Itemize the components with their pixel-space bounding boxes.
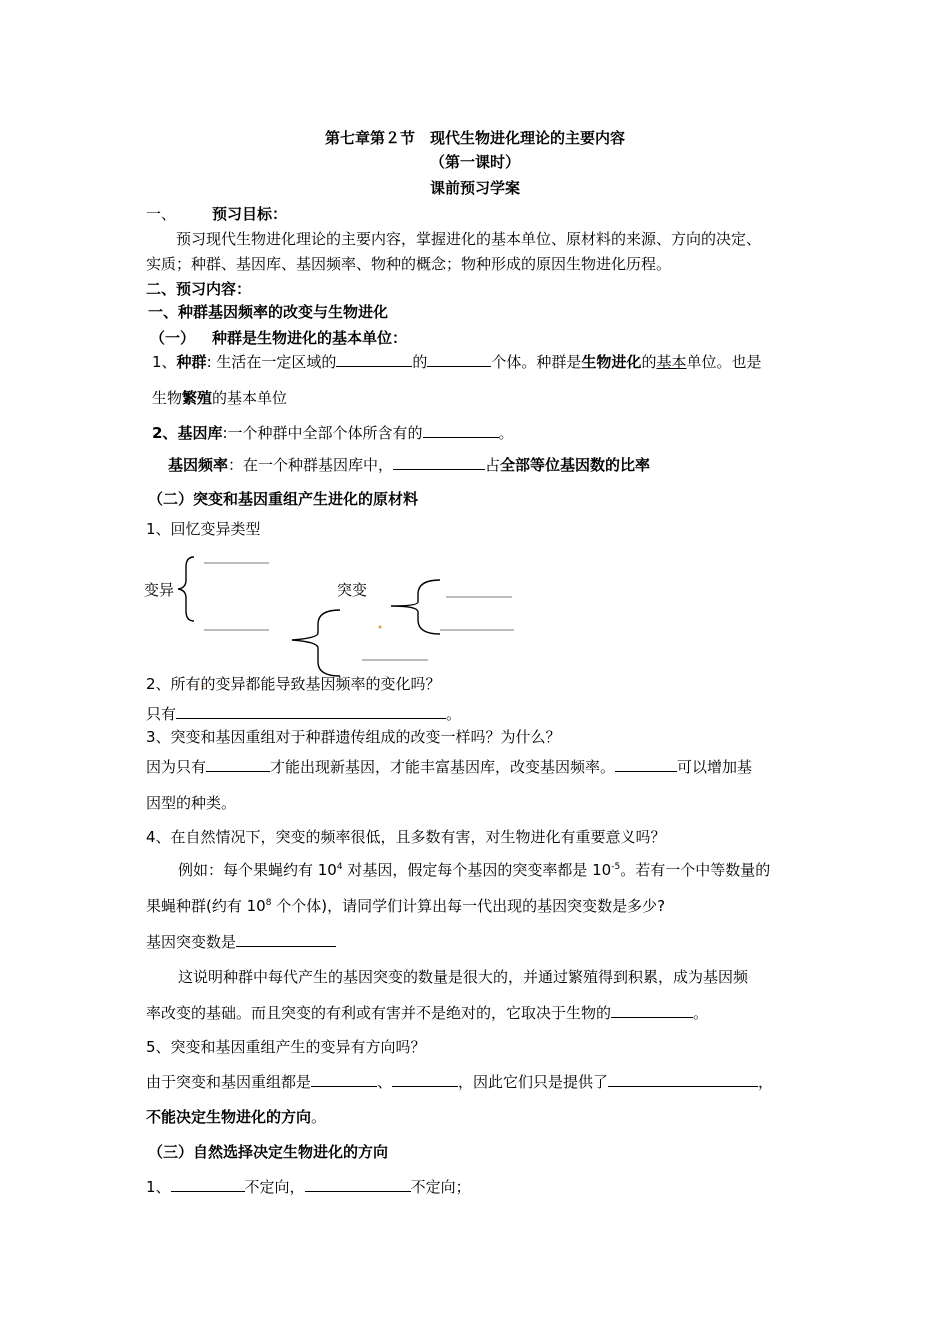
stray-dot-1 — [379, 626, 382, 629]
q2-term: 基因库 — [177, 424, 223, 442]
mutation-count-line — [146, 932, 336, 952]
q1-term: 种群 — [176, 353, 207, 371]
r5-text-e: 不能决定生物进化的方向 — [146, 1108, 312, 1126]
q1-text-a: : 生活在一定区域的 — [206, 353, 337, 371]
r5-text-a: 由于突变和基因重组都是 — [146, 1073, 312, 1091]
q2-text-b: 。 — [498, 424, 514, 442]
question-3: 3、突变和基因重组对于种群遗传组成的改变一样吗？为什么？ — [146, 728, 561, 746]
q1-text-g: 单位。也是 — [686, 353, 762, 371]
blank-mutation-direction[interactable] — [171, 1177, 245, 1192]
blank-mutation-count[interactable] — [236, 932, 336, 947]
r4-text-b: 对基因，假定每个基因的突变率都是 10 — [342, 861, 612, 879]
blank-recombination-direction[interactable] — [305, 1177, 411, 1192]
recall-variation-types: 1、回忆变异类型 — [146, 520, 261, 538]
content-heading: 二、预习内容： — [146, 280, 252, 298]
answer-3-line — [146, 757, 752, 777]
r3-text-b: 才能出现新基因，才能丰富基因库，改变基因频率。 — [270, 758, 616, 776]
r4-text-e: 个个体)，请同学们计算出每一代出现的基因突变数是多少? — [271, 897, 666, 915]
variation-label: 变异 — [144, 581, 175, 599]
sub-3-heading: （三）自然选择决定生物进化的方向 — [148, 1143, 389, 1161]
blank-environment[interactable] — [611, 1003, 693, 1018]
goals-text-1: 预习现代生物进化理论的主要内容，掌握进化的基本单位、原材料的来源、方向的决定、 — [176, 230, 762, 248]
r5-text-d: ， — [758, 1073, 774, 1091]
r3-text-a: 因为只有 — [146, 758, 207, 776]
q2-num: 2、 — [152, 424, 178, 442]
lower-brace — [292, 610, 340, 676]
sub-2-heading: （二）突变和基因重组产生进化的原材料 — [148, 490, 419, 508]
variation-brace — [178, 557, 194, 621]
r2-text-b: 。 — [446, 705, 462, 723]
r3-text-c: 可以增加基 — [677, 758, 753, 776]
q3-text-c: 全部等位基因数的比率 — [500, 456, 651, 474]
sub-1-heading: 种群是生物进化的基本单位： — [212, 329, 408, 347]
s1-text-b: 不定向； — [410, 1178, 471, 1196]
q1-text-f: 基本 — [656, 353, 687, 371]
r4-text-f: 基因突变数是 — [146, 933, 237, 951]
blank-undirected[interactable] — [392, 1072, 458, 1087]
r4-text-d: 果蝇种群(约有 10 — [146, 897, 266, 915]
selection-line-1 — [146, 1177, 471, 1197]
r5-text-b: 、 — [377, 1073, 393, 1091]
q3-term: 基因频率 — [168, 456, 229, 474]
q2-text-a: :一个种群中全部个体所含有的 — [222, 424, 423, 442]
example-line-1 — [178, 860, 770, 880]
q1-text-e: 的 — [641, 353, 657, 371]
question-4: 4、在自然情况下，突变的频率很低，且多数有害，对生物进化有重要意义吗？ — [146, 828, 666, 846]
q1-text-b: 的 — [412, 353, 428, 371]
answer-2-line — [146, 704, 461, 724]
q3-text-b: 占 — [485, 456, 501, 474]
section-1-heading: 一、种群基因频率的改变与生物进化 — [148, 303, 389, 321]
q3-text-a: ：在一个种群基因库中， — [228, 456, 394, 474]
q1-text-c: 个体。种群是 — [491, 353, 582, 371]
mutation-label: 突变 — [337, 581, 368, 599]
question-5: 5、突变和基因重组产生的变异有方向吗？ — [146, 1038, 426, 1056]
r4-text-c: 。若有一个中等数量的 — [620, 861, 771, 879]
r4-text-h: 率改变的基础。而且突变的有利或有害并不是绝对的，它取决于生物的 — [146, 1004, 612, 1022]
blank-gene-mutation[interactable] — [206, 757, 270, 772]
s1-text-a: 不定向， — [244, 1178, 305, 1196]
q1-num: 1、 — [152, 353, 177, 371]
q1-line2-a: 生物 — [152, 389, 183, 407]
r4-text-i: 。 — [693, 1004, 709, 1022]
r2-text-a: 只有 — [146, 705, 177, 723]
answer-3-line2: 因型的种类。 — [146, 794, 237, 812]
r4-sup-1: 4 — [336, 862, 343, 872]
q1-line2-b: 繁殖 — [182, 389, 213, 407]
q1-line2-c: 的基本单位 — [212, 389, 288, 407]
s1-num: 1、 — [146, 1178, 171, 1196]
explanation-line-1: 这说明种群中每代产生的基因突变的数量是很大的，并通过繁殖得到积累，成为基因频 — [178, 968, 749, 986]
r5-text-c: ，因此它们只是提供了 — [458, 1073, 609, 1091]
r4-text-a: 例如：每个果蝇约有 10 — [178, 861, 337, 879]
r4-sup-2: -5 — [611, 862, 621, 872]
doc-subtitle: （第一课时） — [429, 153, 520, 171]
doc-section-title: 课前预习学案 — [429, 179, 520, 197]
r5-text-f: 。 — [311, 1108, 327, 1126]
r4-sup-3: 8 — [265, 898, 272, 908]
mutation-brace — [391, 580, 440, 634]
goals-text-2: 实质；种群、基因库、基因频率、物种的概念；物种形成的原因生物进化历程。 — [146, 255, 672, 273]
q1-text-d: 生物进化 — [581, 353, 642, 371]
example-line-2 — [146, 896, 665, 916]
answer-5-line2 — [146, 1107, 326, 1127]
question-2: 2、所有的变异都能导致基因频率的变化吗？ — [146, 675, 441, 693]
blank-recombination[interactable] — [615, 757, 677, 772]
blank-raw-material[interactable] — [608, 1072, 758, 1087]
goals-heading-num: 一、 — [146, 205, 177, 223]
doc-title: 第七章第２节 现代生物进化理论的主要内容 — [324, 129, 625, 147]
goals-heading: 预习目标： — [212, 205, 288, 223]
blank-heritable-variation[interactable] — [176, 704, 446, 719]
answer-5-line — [146, 1072, 773, 1092]
sub-1-num: （一） — [150, 329, 196, 347]
blank-random[interactable] — [311, 1072, 377, 1087]
explanation-line-2 — [146, 1003, 708, 1023]
